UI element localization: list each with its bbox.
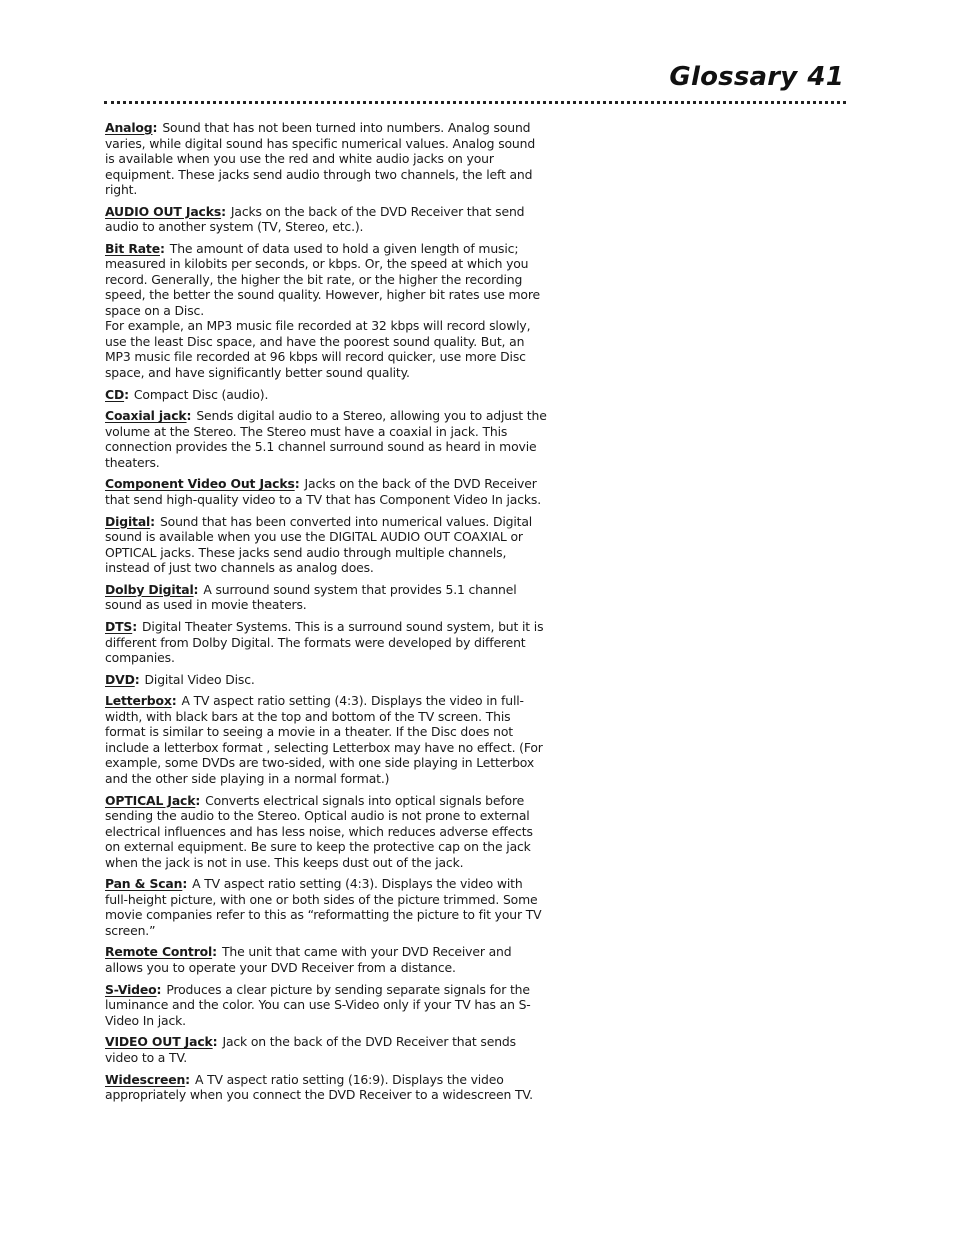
page-number: 41 xyxy=(807,62,844,92)
glossary-entry-remote-control: Remote Control: The unit that came with your DVD Receiver and allows you to operate your DVD Receiver from a distance. xyxy=(105,944,512,975)
glossary-term: OPTICAL Jack xyxy=(105,792,196,808)
glossary-entry-widescreen: Widescreen: A TV aspect ratio setting (16:9). Displays the video appropriately when you connect the DVD Receiver to a widescreen TV. xyxy=(105,1071,533,1102)
glossary-entry-coaxial-jack: Coaxial jack: Sends digital audio to a Stereo, allowing you to adjust the volume at the Stereo. The Stereo must have a coaxial in jack. This connection provides the 5.1 channel surround sound as heard in movie theaters. xyxy=(105,408,547,470)
glossary-definition: A TV aspect ratio setting (4:3). Displays the video with full-height picture, with one or both sides of the picture trimmed. Some movie companies refer to this as “reformatting the picture to fit your TV screen.” xyxy=(105,876,542,938)
glossary-entry-letterbox: Letterbox: A TV aspect ratio setting (4:3). Displays the video in full-width, with black bars at the top and bottom of the TV screen. This format is similar to seeing a movie in a theater. If the Disc does not include a letterbox format , selecting Letterbox may have no effect. (For example, some DVDs are two-sided, with one side playing in Letterbox and the other side playing in a normal format.) xyxy=(105,693,543,786)
glossary-term: Dolby Digital xyxy=(105,581,194,597)
glossary-definition: Jack on the back of the DVD Receiver that sends video to a TV. xyxy=(105,1034,516,1065)
glossary-entry-cd: CD: Compact Disc (audio). xyxy=(105,386,269,402)
glossary-definition: A surround sound system that provides 5.1 channel sound as used in movie theaters. xyxy=(105,581,517,613)
glossary-entry-optical-jack: OPTICAL Jack: Converts electrical signals into optical signals before sending the audio to the Stereo. Optical audio is not prone to external electrical influences and has less noise, which reduces adverse effects on external equipment. Be sure to keep the protective cap on the jack when the jack is not in use. This keeps dust out of the jack. xyxy=(105,792,533,870)
glossary-entry-dvd: DVD: Digital Video Disc. xyxy=(105,671,255,687)
glossary-definition: A TV aspect ratio setting (16:9). Displays the video appropriately when you connect the DVD Receiver to a widescreen TV. xyxy=(105,1071,533,1102)
glossary-definition: Digital Theater Systems. This is a surround sound system, but it is different from Dolby Digital. The formats were developed by different companies. xyxy=(105,619,544,665)
glossary-term: Widescreen xyxy=(105,1071,186,1087)
glossary-definition: Jacks on the back of the DVD Receiver that send high-quality video to a TV that has Component Video In jacks. xyxy=(105,476,542,507)
glossary-entry-bit-rate: Bit Rate: The amount of data used to hold a given length of music; measured in kilobits per seconds, or kbps. Or, the speed at which you record. Generally, the higher the bit rate, or the higher the recording speed, the better the sound quality. However, higher bit rates use more space on a Disc. For example, an MP3 music file recorded at 32 kbps will record slowly, use the least Disc space, and have the poorest sound quality. But, an MP3 music file recorded at 96 kbps will record quicker, use more Disc space, and have significantly better sound quality. xyxy=(105,241,547,381)
glossary-term: Analog xyxy=(105,120,153,135)
glossary-term: VIDEO OUT Jack xyxy=(105,1034,213,1050)
glossary-definition: Jacks on the back of the DVD Receiver that send audio to another system (TV, Stereo, etc.). xyxy=(105,203,525,235)
glossary-entry-s-video: S-Video: Produces a clear picture by sending separate signals for the luminance and the color. You can use S-Video only if your TV has an S-Video In jack. xyxy=(105,981,531,1028)
glossary-definition: Sends digital audio to a Stereo, allowing you to adjust the volume at the Stereo. The Stereo must have a coaxial in jack. This connection provides the 5.1 channel surround sound as heard in movie theaters. xyxy=(105,408,547,470)
glossary-term: Component Video Out Jacks xyxy=(105,476,295,492)
glossary-term: Digital xyxy=(105,513,151,529)
glossary-definition: Sound that has not been turned into numbers. Analog sound varies, while digital sound has specific numerical values. Analog sound is available when you use the red and white audio jacks on your equipment. These jacks send audio through two channels, the left and right. xyxy=(105,120,536,197)
glossary-entry-pan-and-scan: Pan & Scan: A TV aspect ratio setting (4:3). Displays the video with full-height picture, with one or both sides of the picture trimmed. Some movie companies refer to this as “reformatting the picture to fit your TV screen.” xyxy=(105,876,542,938)
glossary-term: DTS xyxy=(105,619,133,634)
glossary-list xyxy=(105,120,547,1109)
glossary-term: CD xyxy=(105,386,125,402)
glossary-term: DVD xyxy=(105,671,135,687)
glossary-entry-component-video-out-jacks: Component Video Out Jacks: Jacks on the back of the DVD Receiver that send high-quality video to a TV that has Component Video In jacks. xyxy=(105,476,542,507)
glossary-definition: The unit that came with your DVD Receiver and allows you to operate your DVD Receiver from a distance. xyxy=(105,944,512,975)
header-divider xyxy=(104,101,846,104)
glossary-definition: Sound that has been converted into numerical values. Digital sound is available when you use the DIGITAL AUDIO OUT COAXIAL or OPTICAL jacks. These jacks send audio through multiple channels, instead of just two channels as analog does. xyxy=(105,513,533,576)
glossary-term: AUDIO OUT Jacks xyxy=(105,203,222,219)
glossary-entry-dolby-digital: Dolby Digital: A surround sound system that provides 5.1 channel sound as used in movie theaters. xyxy=(105,581,517,613)
glossary-entry-video-out-jack: VIDEO OUT Jack: Jack on the back of the DVD Receiver that sends video to a TV. xyxy=(105,1034,516,1065)
glossary-entry-dts: DTS: Digital Theater Systems. This is a surround sound system, but it is different from Dolby Digital. The formats were developed by different companies. xyxy=(105,619,544,665)
glossary-term: Pan & Scan xyxy=(105,876,183,892)
glossary-term: S-Video xyxy=(105,981,157,997)
glossary-term: Bit Rate xyxy=(105,240,160,256)
page-header xyxy=(669,62,844,92)
glossary-term: Coaxial jack xyxy=(105,408,187,424)
glossary-entry-audio-out-jacks: AUDIO OUT Jacks: Jacks on the back of the DVD Receiver that send audio to another system (TV, Stereo, etc.). xyxy=(105,203,525,235)
glossary-definition: Converts electrical signals into optical signals before sending the audio to the Stereo. Optical audio is not prone to external electrical influences and has less noise, which reduces adverse effects on external equipment. Be sure to keep the protective cap on the jack when the jack is not in use. This keeps dust out of the jack. xyxy=(105,792,533,870)
glossary-term: Remote Control xyxy=(105,944,213,960)
glossary-definition: Digital Video Disc. xyxy=(144,671,255,687)
glossary-definition: Produces a clear picture by sending separate signals for the luminance and the color. You can use S-Video only if your TV has an S-Video In jack. xyxy=(105,981,531,1028)
glossary-entry-digital: Digital: Sound that has been converted into numerical values. Digital sound is available when you use the DIGITAL AUDIO OUT COAXIAL or OPTICAL jacks. These jacks send audio through multiple channels, instead of just two channels as analog does. xyxy=(105,513,533,576)
glossary-entry-analog: Analog: Sound that has not been turned into numbers. Analog sound varies, while digital sound has specific numerical values. Analog sound is available when you use the red and white audio jacks on your equipment. These jacks send audio through two channels, the left and right. xyxy=(105,120,536,197)
page-title: Glossary xyxy=(669,62,798,92)
glossary-definition: The amount of data used to hold a given length of music; measured in kilobits per seconds, or kbps. Or, the speed at which you record. Generally, the higher the bit rate, or the higher the recording speed, the better the sound quality. However, higher bit rates use more space on a Disc. xyxy=(105,240,540,318)
glossary-term: Letterbox xyxy=(105,693,172,709)
glossary-definition-continued: For example, an MP3 music file recorded at 32 kbps will record slowly, use the least Disc space, and have the poorest sound quality. But, an MP3 music file recorded at 96 kbps will record quicker, use more Disc space, and have significantly better sound quality. xyxy=(105,318,531,380)
glossary-definition: A TV aspect ratio setting (4:3). Displays the video in full-width, with black bars at the top and bottom of the TV screen. This format is similar to seeing a movie in a theater. If the Disc does not include a letterbox format , selecting Letterbox may have no effect. (For example, some DVDs are two-sided, with one side playing in Letterbox and the other side playing in a normal format.) xyxy=(105,693,543,786)
glossary-definition: Compact Disc (audio). xyxy=(133,386,269,402)
